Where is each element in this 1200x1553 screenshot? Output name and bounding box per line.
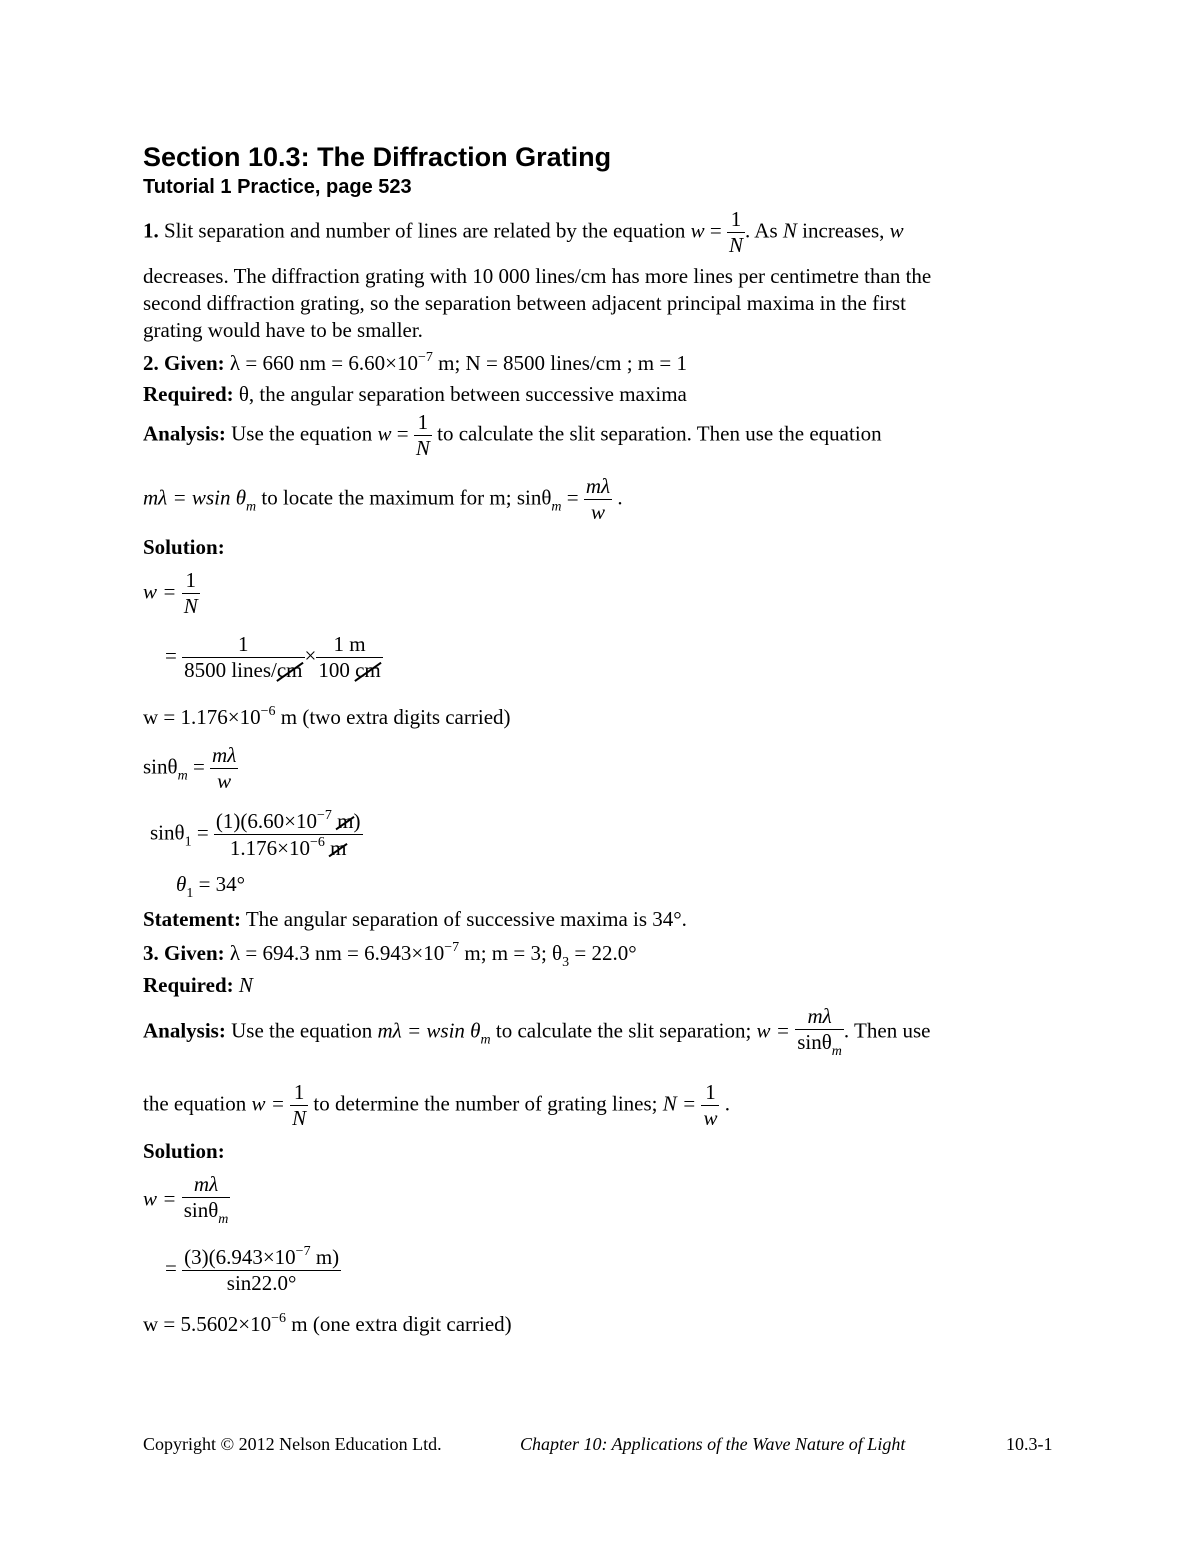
q3-sol-result-a: w = 5.5602×10 bbox=[143, 1312, 272, 1336]
q2-sol-step1 bbox=[143, 568, 200, 619]
q3-given-sub3: 3 bbox=[562, 955, 570, 970]
q3-required-label: Required: bbox=[143, 973, 234, 997]
q2-sol-frac2-num: 1 bbox=[182, 632, 304, 658]
q2-sol-eq: = bbox=[165, 643, 177, 668]
q2-required-text: θ, the angular separation between successive maxima bbox=[238, 382, 687, 406]
q1-text-a: Slit separation and number of lines are related by the equation bbox=[164, 218, 686, 243]
q3-sol-frac1-num: mλ bbox=[182, 1172, 231, 1198]
q2-sol-w-result bbox=[143, 704, 511, 730]
q2-sol-w-exp: −6 bbox=[260, 704, 276, 719]
footer-page-number: 10.3-1 bbox=[1006, 1434, 1053, 1454]
q3-sol-step1 bbox=[143, 1172, 230, 1229]
q3-analysis-frac2-den: N bbox=[292, 1106, 307, 1131]
q3-sol-frac2-num bbox=[182, 1244, 341, 1271]
q2-sol-cm-cancel: cm bbox=[276, 658, 303, 683]
q2-given-text: λ = 660 nm = 6.60×10 bbox=[229, 351, 418, 375]
q2-sol-step2 bbox=[165, 632, 383, 683]
q2-given-rest: m; N = 8500 lines/cm ; m = 1 bbox=[432, 351, 687, 375]
q2-sol-w: w = bbox=[143, 579, 177, 604]
q2-sol-theta1 bbox=[176, 872, 245, 902]
q3-sol-frac1-den bbox=[182, 1198, 231, 1229]
q3-sol-frac2-den: sin22.0° bbox=[226, 1271, 297, 1296]
q2-sol-frac5-num-a: (1)(6.60×10 bbox=[215, 809, 317, 833]
q2-sol-frac3 bbox=[316, 632, 382, 683]
q1-fraction bbox=[727, 207, 745, 258]
q1-line4: grating would have to be smaller. bbox=[143, 318, 423, 342]
q2-sol-frac4-num: mλ bbox=[210, 743, 238, 769]
q2-analysis-eq2: mλ = wsin θ bbox=[143, 485, 247, 510]
q2-given bbox=[143, 350, 687, 376]
q2-analysis-frac-num: 1 bbox=[414, 410, 432, 436]
q2-sol-sin: sinθ bbox=[143, 754, 178, 779]
q2-analysis-w: w bbox=[377, 421, 392, 446]
q1-frac-den: N bbox=[728, 233, 743, 258]
q2-analysis-sub-m2: m bbox=[551, 499, 562, 515]
q3-analysis-e: to determine the number of grating lines; bbox=[313, 1091, 658, 1116]
q2-sol-sin-m bbox=[143, 743, 238, 794]
q1-eq-sign: = bbox=[709, 218, 722, 243]
q2-analysis-a: Use the equation bbox=[231, 421, 373, 446]
q3-sol-step2 bbox=[165, 1244, 341, 1296]
q3-required bbox=[143, 973, 253, 998]
q2-sol-frac1-den: N bbox=[183, 594, 198, 619]
q2-analysis-frac2-num: mλ bbox=[584, 474, 612, 500]
q2-sol-frac5-close: ) bbox=[353, 809, 361, 833]
q2-sol-times: × bbox=[304, 643, 317, 668]
q2-sol-frac2-den bbox=[182, 658, 304, 683]
q3-analysis-line2: the equation w = $\frac{1}{N}$ to determine the number of grating lines; N = $\frac{1}{w}$ . bbox=[143, 1080, 730, 1131]
q2-sol-theta-sub: 1 bbox=[186, 886, 194, 901]
q3-analysis-frac2-num: 1 bbox=[290, 1080, 308, 1106]
q3-required-text: N bbox=[238, 973, 253, 997]
q2-sol-frac5-den-exp: −6 bbox=[310, 835, 325, 851]
q2-sol-frac5-num bbox=[214, 808, 363, 835]
q2-analysis-fraction bbox=[414, 410, 432, 461]
q1-line1 bbox=[143, 207, 904, 258]
q2-statement bbox=[143, 907, 687, 932]
q2-required bbox=[143, 382, 687, 407]
q2-sol-cm-cancel2: cm bbox=[355, 658, 381, 683]
q2-sol-sub-m: m bbox=[177, 768, 188, 784]
q3-sol-frac1-den-sub: m bbox=[218, 1212, 229, 1228]
q2-sol-sub1: 1 bbox=[184, 834, 192, 850]
q3-given-end: = 22.0° bbox=[569, 941, 637, 965]
q3-given-exp: −7 bbox=[444, 940, 460, 955]
q2-sol-frac3-den bbox=[316, 658, 382, 683]
q2-sol-frac4 bbox=[210, 743, 238, 794]
q2-sol-frac1-num: 1 bbox=[182, 568, 200, 594]
q2-analysis-label: Analysis: bbox=[143, 421, 226, 446]
footer-copyright: Copyright © 2012 Nelson Education Ltd. bbox=[143, 1434, 442, 1454]
q2-analysis-line2: mλ = wsin $\theta_m$ to locate the maximum for m; sinθ$_m$ = $\frac{m\lambda}{w}$ . bbox=[143, 474, 623, 525]
tutorial-subtitle: Tutorial 1 Practice, page 523 bbox=[143, 176, 412, 198]
q2-sol-theta-val: = 34° bbox=[193, 872, 246, 896]
q3-analysis-w-eq2: w = bbox=[251, 1091, 285, 1116]
q2-sol-eq3: = bbox=[196, 820, 209, 845]
q2-analysis-frac-den: N bbox=[415, 436, 430, 461]
q2-sol-theta: θ bbox=[176, 872, 187, 896]
q3-given bbox=[143, 940, 637, 971]
q3-sol-frac2-exp: −7 bbox=[295, 1244, 311, 1259]
q2-analysis-line1 bbox=[143, 410, 882, 461]
q1-N: N bbox=[782, 218, 797, 243]
q3-analysis-frac2 bbox=[290, 1080, 308, 1131]
q3-sol-w-eq: w = bbox=[143, 1186, 177, 1211]
q2-analysis-c: to locate the maximum for m; bbox=[261, 485, 512, 510]
q3-analysis-sub-m: m bbox=[480, 1032, 491, 1048]
q3-analysis-frac3 bbox=[701, 1080, 719, 1131]
q3-sol-result-b: m (one extra digit carried) bbox=[286, 1312, 512, 1336]
q1-eq-w: w bbox=[690, 218, 705, 243]
q2-sol-frac1 bbox=[182, 568, 200, 619]
q3-given-rest: m; m = 3; θ bbox=[459, 941, 563, 965]
q3-sol-eq: = bbox=[165, 1256, 177, 1280]
q3-given-label: 3. Given: bbox=[143, 941, 225, 965]
q2-sol-sin1-label: sinθ bbox=[150, 820, 185, 845]
q2-sol-den1a: 8500 lines/ bbox=[184, 658, 277, 683]
q2-analysis-eq: = bbox=[396, 421, 409, 446]
q3-analysis-eq: mλ = wsin θ bbox=[377, 1018, 481, 1043]
q3-analysis-d: the equation bbox=[143, 1091, 247, 1116]
q3-analysis-frac bbox=[795, 1004, 844, 1061]
q2-sol-sin1 bbox=[150, 808, 363, 861]
q3-analysis-b: to calculate the slit separation; bbox=[495, 1018, 752, 1043]
q3-analysis-label: Analysis: bbox=[143, 1018, 226, 1043]
q3-analysis-frac-num: mλ bbox=[795, 1004, 844, 1030]
q1-number: 1. bbox=[143, 218, 159, 243]
q2-solution-label: Solution: bbox=[143, 535, 225, 559]
q2-sol-den2a: 100 bbox=[318, 658, 356, 683]
q2-sol-frac5-den-a: 1.176×10 bbox=[229, 836, 310, 861]
q2-sol-frac5-exp: −7 bbox=[317, 808, 332, 823]
q2-given-label: 2. Given: bbox=[143, 351, 225, 375]
q2-statement-text: The angular separation of successive maxima is 34°. bbox=[245, 907, 687, 931]
q2-sol-frac5 bbox=[214, 808, 363, 861]
q2-sol-frac2 bbox=[182, 632, 304, 683]
q3-analysis-N-eq: N = bbox=[662, 1091, 697, 1116]
q3-sol-frac2-num-a: (3)(6.943×10 bbox=[184, 1245, 296, 1269]
q1-text-b: . As bbox=[744, 218, 778, 243]
q2-sol-eq2: = bbox=[192, 754, 205, 779]
q3-sol-frac1 bbox=[182, 1172, 231, 1229]
q2-analysis-eq3: = bbox=[566, 485, 579, 510]
q3-analysis-frac-den-sin: sinθ bbox=[797, 1030, 832, 1055]
q2-analysis-sub-m: m bbox=[246, 499, 257, 515]
footer-chapter: Chapter 10: Applications of the Wave Nature of Light bbox=[520, 1434, 906, 1454]
q3-sol-result bbox=[143, 1311, 512, 1337]
q2-statement-label: Statement: bbox=[143, 907, 241, 931]
q3-analysis-c: . Then use bbox=[843, 1018, 931, 1043]
q3-solution-label: Solution: bbox=[143, 1139, 225, 1163]
q2-sol-frac3-num: 1 m bbox=[316, 632, 382, 658]
q3-given-text: λ = 694.3 nm = 6.943×10 bbox=[229, 941, 445, 965]
q3-analysis-frac3-num: 1 bbox=[701, 1080, 719, 1106]
q2-given-exp: −7 bbox=[417, 350, 433, 365]
q3-analysis-frac3-den: w bbox=[703, 1106, 718, 1131]
q2-sol-frac5-den-m-cancel: m bbox=[330, 836, 347, 861]
q3-sol-frac2 bbox=[182, 1244, 341, 1296]
q2-required-label: Required: bbox=[143, 382, 234, 406]
q3-analysis-frac-den-sub: m bbox=[831, 1044, 842, 1060]
q2-sol-w-result-a: w = 1.176×10 bbox=[143, 705, 261, 729]
q2-sol-frac5-den bbox=[214, 835, 363, 861]
q3-sol-result-exp: −6 bbox=[271, 1311, 287, 1326]
q1-line2: decreases. The diffraction grating with 10 000 lines/cm has more lines per centimetre than the bbox=[143, 264, 932, 288]
q3-analysis-w-eq: w = bbox=[756, 1018, 790, 1043]
q3-analysis-line1 bbox=[143, 1004, 930, 1061]
q3-analysis-a: Use the equation bbox=[231, 1018, 373, 1043]
q3-sol-frac2-num-b: m) bbox=[310, 1245, 340, 1269]
q1-w: w bbox=[889, 218, 904, 243]
q1-frac-num: 1 bbox=[727, 207, 745, 233]
q2-analysis-b: to calculate the slit separation. Then use the equation bbox=[437, 421, 882, 446]
q3-sol-frac1-den-sin: sinθ bbox=[183, 1198, 219, 1223]
q2-sol-w-result-b: m (two extra digits carried) bbox=[275, 705, 511, 729]
q3-analysis-frac-den bbox=[795, 1030, 844, 1061]
q1-line3: second diffraction grating, so the separation between adjacent principal maxima in the first bbox=[143, 291, 906, 315]
section-title: Section 10.3: The Diffraction Grating bbox=[143, 142, 612, 172]
q2-analysis-sin: sinθ bbox=[516, 485, 552, 510]
q2-analysis-frac2-den: w bbox=[591, 500, 606, 525]
q1-text-c: increases, bbox=[802, 218, 885, 243]
q2-sol-frac5-m-cancel: m bbox=[337, 809, 354, 833]
q2-analysis-fraction2 bbox=[584, 474, 612, 525]
q2-sol-frac4-den: w bbox=[217, 769, 232, 794]
